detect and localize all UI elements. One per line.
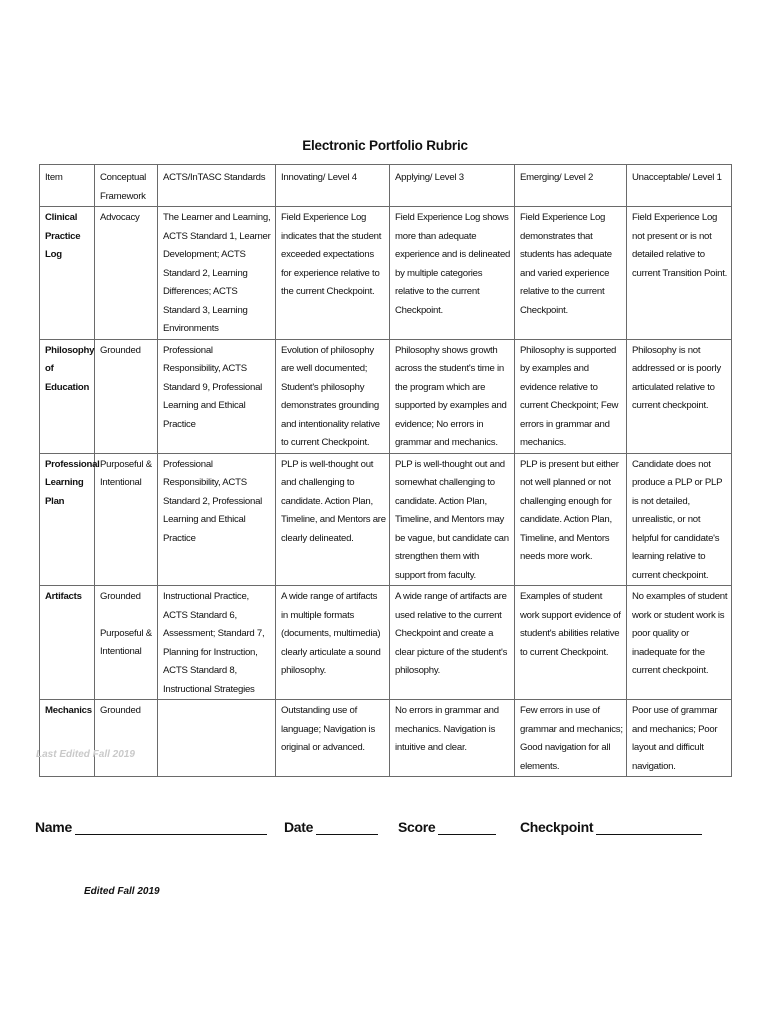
framework-value: Grounded [100, 344, 141, 356]
row-level-3: Philosophy shows growth across the student's time in the program which are supported by examples and evidence; No errors in grammar and mechanics. [390, 339, 515, 453]
header-item: Item [40, 165, 95, 207]
row-item: Professional Learning Plan [40, 453, 95, 586]
row-level-1: Field Experience Log not present or is not detailed relative to current Transition Point. [627, 207, 732, 340]
row-level-1: No examples of student work or student work is poor quality or inadequate for the current checkpoint. [627, 586, 732, 700]
checkpoint-field[interactable] [520, 818, 702, 835]
row-framework [95, 700, 158, 777]
name-label: Name [35, 819, 72, 835]
header-level-4: Innovating/ Level 4 [276, 165, 390, 207]
framework-value: Advocacy [100, 212, 140, 223]
row-item: Clinical Practice Log [40, 207, 95, 340]
row-level-1: Poor use of grammar and mechanics; Poor layout and difficult navigation. [627, 700, 732, 777]
score-field[interactable] [398, 818, 496, 835]
row-level-4: Evolution of philosophy are well documented; Student's philosophy demonstrates grounding and intentionality relative to current Checkpoint. [276, 339, 390, 453]
row-level-2: Examples of student work support evidence of student's abilities relative to current Checkpoint. [515, 586, 627, 700]
rubric-table [39, 164, 732, 777]
row-standards: Professional Responsibility, ACTS Standard 2, Professional Learning and Ethical Practice [158, 453, 276, 586]
footer-edited: Edited Fall 2019 [84, 886, 160, 897]
row-level-2: Few errors in use of grammar and mechanics; Good navigation for all elements. [515, 700, 627, 777]
row-level-4: PLP is well-thought out and challenging to candidate. Action Plan, Timeline, and Mentors are clearly delineated. [276, 453, 390, 586]
row-level-2: Field Experience Log demonstrates that students has adequate and varied experience relative to the current Checkpoint. [515, 207, 627, 340]
table-row [40, 700, 732, 777]
date-label: Date [284, 819, 314, 835]
row-framework [95, 207, 158, 340]
framework-value: Grounded [100, 591, 141, 602]
score-line [438, 818, 496, 835]
row-item: Philosophy of Education [40, 339, 95, 453]
header-level-1: Unacceptable/ Level 1 [627, 165, 732, 207]
score-label: Score [398, 819, 436, 835]
row-standards: Instructional Practice, ACTS Standard 6, Assessment; Standard 7, Planning for Instruction, ACTS Standard 8, Instructional Strategies [158, 586, 276, 700]
table-row [40, 453, 732, 586]
row-level-3: Field Experience Log shows more than adequate experience and is delineated by multiple categories relative to the current Checkpoint. [390, 207, 515, 340]
row-item: Mechanics [40, 700, 95, 777]
row-framework [95, 453, 158, 586]
header-row [40, 165, 732, 207]
date-line [316, 818, 378, 835]
document-title: Electronic Portfolio Rubric [302, 138, 468, 153]
checkpoint-line [596, 818, 702, 835]
header-level-2: Emerging/ Level 2 [515, 165, 627, 207]
row-level-4: Outstanding use of language; Navigation is original or advanced. [276, 700, 390, 777]
name-field[interactable] [35, 818, 267, 835]
framework-value: Grounded [100, 705, 141, 716]
row-level-4: A wide range of artifacts in multiple formats (documents, multimedia) clearly articulate a sound philosophy. [276, 586, 390, 700]
header-framework: Conceptual Framework [95, 165, 158, 207]
row-level-3: A wide range of artifacts are used relative to the current Checkpoint and create a clear picture of the student's philosophy. [390, 586, 515, 700]
date-field[interactable] [284, 818, 378, 835]
row-level-3: No errors in grammar and mechanics. Navigation is intuitive and clear. [390, 700, 515, 777]
header-level-3: Applying/ Level 3 [390, 165, 515, 207]
row-level-2: PLP is present but either not well planned or not challenging enough for candidate. Action Plan, Timeline, and Mentors needs more work. [515, 453, 627, 586]
row-framework [95, 339, 158, 453]
framework-value: Purposeful & Intentional [100, 627, 152, 657]
row-level-1: Philosophy is not addressed or is poorly articulated relative to current checkpoint. [627, 339, 732, 453]
row-level-4: Field Experience Log indicates that the student exceeded expectations for experience relative to the current Checkpoint. [276, 207, 390, 340]
table-row [40, 586, 732, 700]
checkpoint-label: Checkpoint [520, 819, 594, 835]
row-level-1: Candidate does not produce a PLP or PLP is not detailed, unrealistic, or not helpful for candidate's learning relative to current checkpoint. [627, 453, 732, 586]
name-line [75, 818, 267, 835]
row-standards: The Learner and Learning, ACTS Standard 1, Learner Development; ACTS Standard 2, Learning Differences; ACTS Standard 3, Learning Environments [158, 207, 276, 340]
row-level-3: PLP is well-thought out and somewhat challenging to candidate. Action Plan, Timeline, and Mentors may be vague, but candidate can strengthen them with support from faculty. [390, 453, 515, 586]
row-item: Artifacts [40, 586, 95, 700]
row-standards: Professional Responsibility, ACTS Standard 9, Professional Learning and Ethical Practice [158, 339, 276, 453]
last-edited-note: Last Edited Fall 2019 [36, 749, 135, 760]
row-framework [95, 586, 158, 700]
table-row [40, 207, 732, 340]
header-standards: ACTS/InTASC Standards [158, 165, 276, 207]
row-level-2: Philosophy is supported by examples and evidence relative to current Checkpoint; Few errors in grammar and mechanics. [515, 339, 627, 453]
framework-value: Purposeful & Intentional [100, 458, 152, 488]
table-row [40, 339, 732, 453]
row-standards [158, 700, 276, 777]
